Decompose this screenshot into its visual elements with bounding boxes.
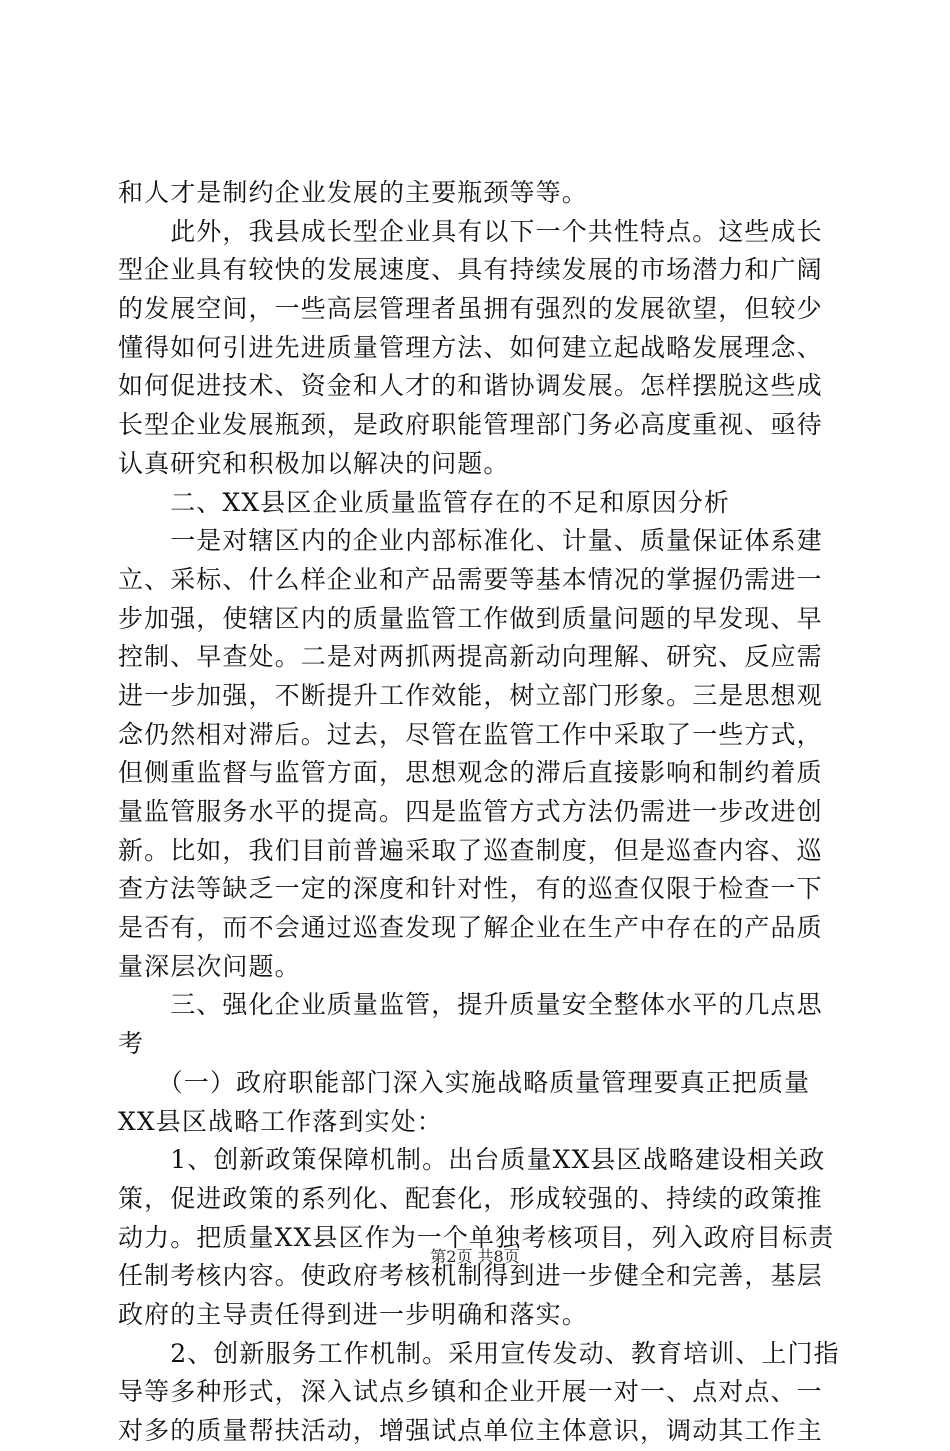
text-line: 型企业具有较快的发展速度、具有持续发展的市场潜力和广阔 xyxy=(118,255,823,285)
text-line: 策，促进政策的系列化、配套化，形成较强的、持续的政策推 xyxy=(118,1183,823,1213)
text-line: 步加强，使辖区内的质量监管工作做到质量问题的早发现、早 xyxy=(118,603,823,633)
text-line: 2、创新服务工作机制。采用宣传发动、教育培训、上门指 xyxy=(118,1338,840,1368)
text-line: 懂得如何引进先进质量管理方法、如何建立起战略发展理念、 xyxy=(118,332,823,362)
text-line: 的发展空间，一些高层管理者虽拥有强烈的发展欲望，但较少 xyxy=(118,294,823,324)
text-line: 此外，我县成长型企业具有以下一个共性特点。这些成长 xyxy=(118,216,823,246)
text-line: 查方法等缺乏一定的深度和针对性，有的巡查仅限于检查一下 xyxy=(118,874,823,904)
text-line: 任制考核内容。使政府考核机制得到进一步健全和完善，基层 xyxy=(118,1261,823,1291)
text-line: 量监管服务水平的提高。四是监管方式方法仍需进一步改进创 xyxy=(118,797,823,826)
text-line: 政府的主导责任得到进一步明确和落实。 xyxy=(118,1299,588,1329)
text-line: 一是对辖区内的企业内部标准化、计量、质量保证体系建 xyxy=(118,526,823,556)
text-line: 但侧重监督与监管方面，思想观念的滞后直接影响和制约着质 xyxy=(118,758,823,788)
text-line: 动力。把质量XX县区作为一个单独考核项目，列入政府目标责 xyxy=(118,1222,835,1252)
section-heading: 考 xyxy=(118,1029,145,1059)
text-line: 如何促进技术、资金和人才的和谐协调发展。怎样摆脱这些成 xyxy=(118,371,823,401)
text-line: 长型企业发展瓶颈，是政府职能管理部门务必高度重视、亟待 xyxy=(118,410,823,440)
subsection-heading: XX县区战略工作落到实处： xyxy=(118,1106,443,1136)
text-line: 对多的质量帮扶活动，增强试点单位主体意识，调动其工作主 xyxy=(118,1416,823,1445)
text-line: 新。比如，我们目前普遍采取了巡查制度，但是巡查内容、巡 xyxy=(118,835,823,865)
section-heading: 二、XX县区企业质量监管存在的不足和原因分析 xyxy=(118,487,730,517)
subsection-heading: （一）政府职能部门深入实施战略质量管理要真正把质量 xyxy=(118,1067,811,1097)
text-line: 是否有，而不会通过巡查发现了解企业在生产中存在的产品质 xyxy=(118,913,823,943)
text-line: 导等多种形式，深入试点乡镇和企业开展一对一、点对点、一 xyxy=(118,1377,823,1407)
text-line: 1、创新政策保障机制。出台质量XX县区战略建设相关政 xyxy=(118,1145,826,1175)
text-line: 量深层次问题。 xyxy=(118,951,301,981)
text-line: 念仍然相对滞后。过去，尽管在监管工作中采取了一些方式， xyxy=(118,719,823,749)
text-line: 进一步加强，不断提升工作效能，树立部门形象。三是思想观 xyxy=(118,680,823,710)
section-heading: 三、强化企业质量监管，提升质量安全整体水平的几点思 xyxy=(118,990,823,1020)
text-line: 和人才是制约企业发展的主要瓶颈等等。 xyxy=(118,178,588,207)
text-line: 控制、早查处。二是对两抓两提高新动向理解、研究、反应需 xyxy=(118,642,823,672)
text-line: 立、采标、什么样企业和产品需要等基本情况的掌握仍需进一 xyxy=(118,564,823,594)
text-line: 认真研究和积极加以解决的问题。 xyxy=(118,448,510,478)
page-footer: 第2页 共8页 xyxy=(430,1247,520,1266)
